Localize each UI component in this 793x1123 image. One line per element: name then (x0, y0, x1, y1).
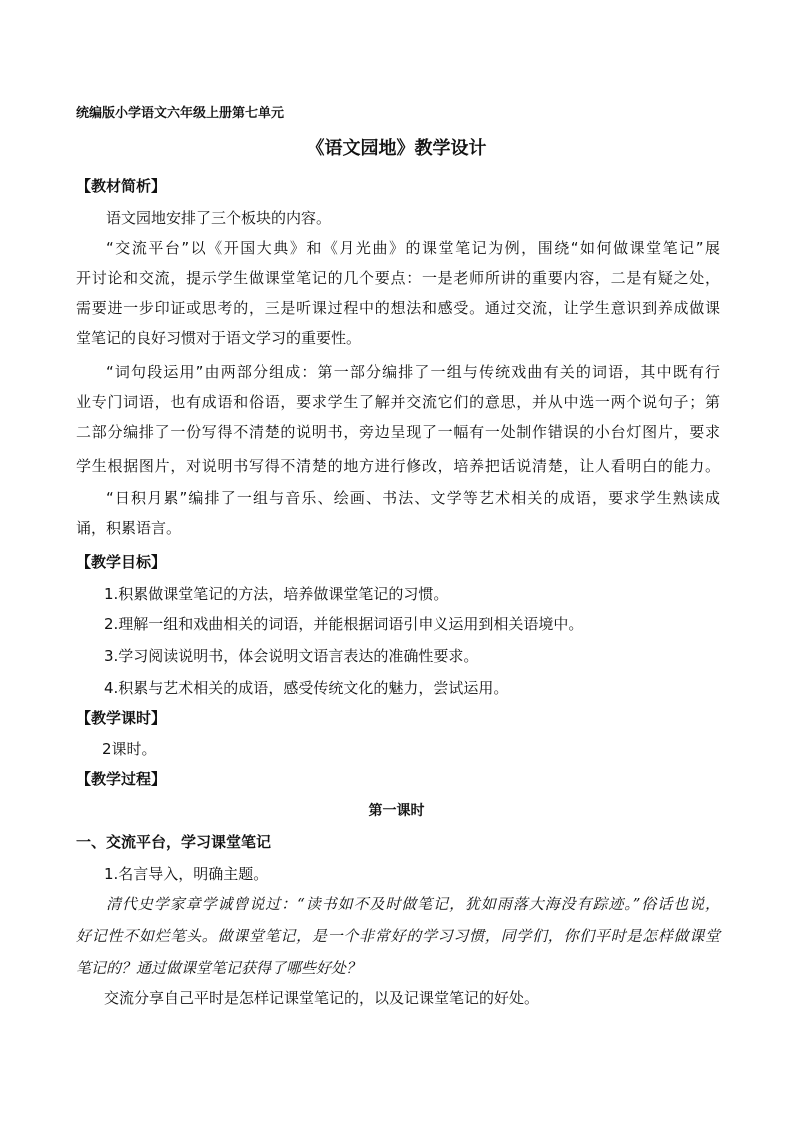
platform-line: 需要进一步印证或思考的，三是听课过程中的想法和感受。通过交流，让学生意识到养成做课 (76, 299, 720, 317)
section-heading-periods: 【教学课时】 (76, 709, 167, 727)
words-line: 二部分编排了一份写得不清楚的说明书，旁边呈现了一幅有一处制作错误的小台灯图片，要求 (76, 423, 720, 441)
step-item: 1.名言导入，明确主题。 (104, 865, 269, 883)
document-title: 《语文园地》教学设计 (306, 138, 487, 159)
lesson-title: 第一课时 (368, 803, 425, 819)
platform-line: “交流平台”以《开国大典》和《月光曲》的课堂笔记为例，围绕“如何做课堂笔记”展 (106, 239, 720, 257)
platform-line: 开讨论和交流，提示学生做课堂笔记的几个要点：一是老师所讲的重要内容，二是有疑之处， (76, 269, 720, 287)
part-title: 一、交流平台，学习课堂笔记 (76, 833, 272, 851)
goal-item: 2.理解一组和戏曲相关的词语，并能根据词语引申义运用到相关语境中。 (104, 615, 584, 633)
words-line: 业专门词语，也有成语和俗语，要求学生了解并交流它们的意思，并从中选一两个说句子；第 (76, 393, 720, 411)
goal-item: 1.积累做课堂笔记的方法，培养做课堂笔记的习惯。 (104, 585, 449, 603)
analysis-intro: 语文园地安排了三个板块的内容。 (106, 209, 332, 227)
share-text: 交流分享自己平时是怎样记课堂笔记的，以及记课堂笔记的好处。 (104, 989, 540, 1007)
quote-line: 笔记的？通过做课堂笔记获得了哪些好处？ (76, 959, 362, 977)
section-heading-analysis: 【教材简析】 (76, 177, 167, 195)
section-heading-goals: 【教学目标】 (76, 553, 167, 571)
daily-line: 诵，积累语言。 (76, 519, 182, 537)
quote-line: 好记性不如烂笔头。做课堂笔记，是一个非常好的学习习惯，同学们，你们平时是怎样做课堂 (76, 927, 720, 945)
daily-line: “日积月累”编排了一组与音乐、绘画、书法、文学等艺术相关的成语，要求学生熟读成 (106, 489, 720, 507)
goal-item: 4.积累与艺术相关的成语，感受传统文化的魅力，尝试运用。 (104, 679, 509, 697)
words-line: “词句段运用”由两部分组成：第一部分编排了一组与传统戏曲有关的词语，其中既有行 (106, 363, 720, 381)
section-heading-process: 【教学过程】 (76, 770, 167, 788)
words-line: 学生根据图片，对说明书写得不清楚的地方进行修改，培养把话说清楚，让人看明白的能力。 (76, 457, 720, 475)
quote-line: 清代史学家章学诚曾说过：“读书如不及时做笔记，犹如雨落大海没有踪迹。”俗话也说， (106, 895, 720, 913)
document-header: 统编版小学语文六年级上册第七单元 (76, 106, 285, 121)
platform-line: 堂笔记的良好习惯对于语文学习的重要性。 (76, 329, 362, 347)
goal-item: 3.学习阅读说明书，体会说明文语言表达的准确性要求。 (104, 647, 479, 665)
periods-text: 2课时。 (102, 740, 157, 758)
